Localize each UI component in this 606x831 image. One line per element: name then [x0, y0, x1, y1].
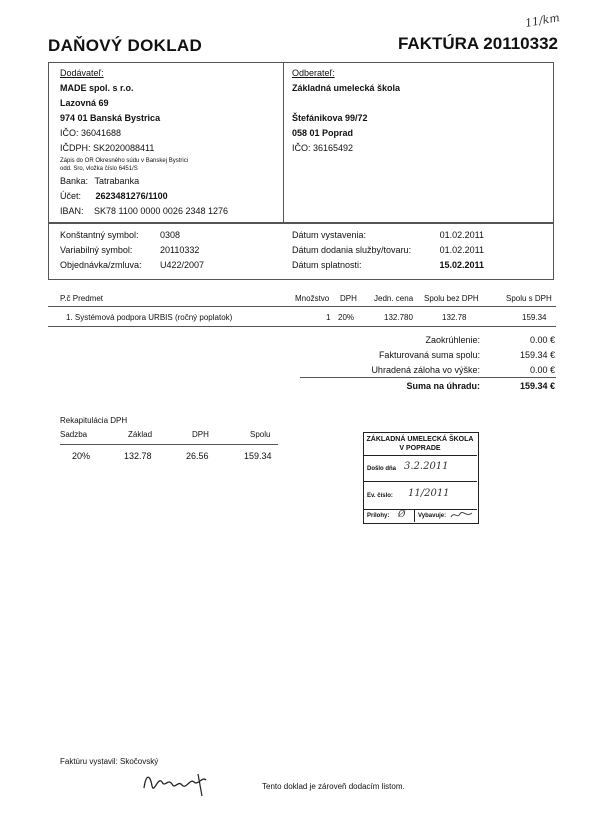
supplier-label: Dodávateľ: [60, 68, 104, 78]
amount-due-row [300, 379, 555, 394]
customer-name: Základná umelecká škola [292, 83, 401, 93]
stamp-attachments-value: Ø [398, 510, 406, 520]
invoiced-label: Fakturovaná suma spolu: [378, 350, 480, 360]
customer-ico: IČO: 36165492 [292, 143, 354, 153]
stamp-attachments-label: Prílohy: [367, 513, 390, 519]
col-total-excl-vat: Spolu bez DPH [424, 294, 479, 303]
vat-total: 159.34 [244, 451, 272, 461]
supplier-register-note [60, 157, 280, 173]
due-date-label: Dátum splatnosti: [292, 260, 362, 270]
vat-col-rate: Sadzba [60, 430, 88, 439]
item-description: 1. Systémová podpora URBIS (ročný poplatok) [66, 313, 233, 322]
vat-recap-row [60, 449, 276, 463]
col-unit-price: Jedn. cena [374, 294, 414, 303]
vat-recap-title: Rekapitulácia DPH [60, 416, 128, 425]
stamp-title-line-1: ZÁKLADNÁ UMELECKÁ ŠKOLA [366, 436, 474, 443]
iban-value: SK78 1100 0000 0026 2348 1276 [94, 206, 228, 216]
totals-rule [300, 377, 556, 378]
stamp-title [364, 435, 476, 453]
vat-recap-header [60, 430, 276, 442]
issuer-signature [140, 768, 210, 798]
stamp-received-date: 3.2.2011 [404, 461, 449, 472]
amount-due-value: 159.34 € [519, 381, 555, 391]
supplier-ico: IČO: 36041688 [60, 128, 122, 138]
symbols-section [60, 228, 280, 273]
amount-due-label: Suma na úhradu: [406, 381, 480, 391]
document-title: DAŇOVÝ DOKLAD [48, 36, 203, 55]
const-symbol-label: Konštantný symbol: [60, 230, 139, 240]
col-quantity: Množstvo [295, 294, 330, 303]
items-header-rule [48, 306, 556, 307]
customer-city: 058 01 Poprad [292, 128, 354, 138]
supplier-city: 974 01 Banská Bystrica [60, 113, 161, 123]
stamp-title-line-2: V POPRADE [399, 445, 441, 452]
vat-amount: 26.56 [186, 451, 209, 461]
item-quantity: 1 [326, 313, 331, 322]
iban-label: IBAN: [60, 206, 84, 216]
invoice-number-title: FAKTÚRA 20110332 [397, 34, 558, 53]
rounding-label: Zaokrúhlenie: [425, 335, 480, 345]
var-symbol-label: Variabilný symbol: [60, 245, 133, 255]
dates-section [292, 228, 492, 273]
handwritten-corner-note: 11/km [524, 11, 561, 30]
register-line-2: odd. Sro, vložka číslo 6451/S [60, 166, 138, 172]
vat-recap-rule [60, 444, 278, 445]
issued-by: Faktúru vystavil: Skočovský [60, 757, 159, 766]
delivery-date-label: Dátum dodania služby/tovaru: [292, 245, 412, 255]
issue-date-label: Dátum vystavenia: [292, 230, 367, 240]
account-label: Účet: [60, 191, 82, 201]
item-total-incl: 159.34 [522, 313, 547, 322]
stamp-ev-label: Ev. číslo: [367, 493, 393, 499]
const-symbol-value: 0308 [160, 230, 181, 240]
customer-section [292, 66, 542, 156]
issue-date-value: 01.02.2011 [439, 230, 484, 240]
col-vat: DPH [340, 294, 357, 303]
stamp-rule-1 [364, 455, 477, 456]
item-vat: 20% [338, 313, 355, 322]
vat-base: 132.78 [124, 451, 152, 461]
due-date-value: 15.02.2011 [439, 260, 484, 270]
items-bottom-rule [48, 326, 556, 327]
items-header [48, 294, 556, 306]
delivery-note: Tento doklad je zároveň dodacím listom. [262, 782, 405, 791]
totals-section [300, 333, 555, 378]
vat-col-total: Spolu [250, 430, 271, 439]
customer-street: Štefánikova 99/72 [292, 113, 368, 123]
delivery-date-value: 01.02.2011 [439, 245, 484, 255]
stamp-ev-value: 11/2011 [408, 488, 450, 499]
supplier-icdph: IČDPH: SK2020088411 [60, 143, 155, 153]
item-total-excl: 132.78 [442, 313, 467, 322]
item-unit-price: 132.780 [384, 313, 413, 322]
stamp-rule-2 [364, 481, 477, 482]
stamp-received-label: Došlo dňa [367, 466, 397, 472]
register-line-1: Zápis do OR Okresného súdu v Banskej Bystrici [60, 158, 189, 164]
vat-col-base: Základ [128, 430, 153, 439]
order-label: Objednávka/zmluva: [60, 260, 142, 270]
stamp-handled-signature [450, 510, 474, 520]
var-symbol-value: 20110332 [160, 245, 200, 255]
vat-rate: 20% [72, 451, 91, 461]
stamp-rule-vertical [414, 509, 415, 522]
bank-value: Tatrabanka [94, 176, 140, 186]
order-value: U422/2007 [160, 260, 205, 270]
advance-label: Uhradená záloha vo výške: [371, 365, 480, 375]
stamp-handled-label: Vybavuje: [418, 513, 447, 519]
col-total-incl-vat: Spolu s DPH [506, 294, 552, 303]
invoiced-value: 159.34 € [519, 350, 555, 360]
account-value: 2623481276/1100 [95, 191, 168, 201]
customer-label: Odberateľ: [292, 68, 335, 78]
bank-label: Banka: [60, 176, 89, 186]
advance-value: 0.00 € [529, 365, 555, 375]
supplier-name: MADE spol. s r.o. [60, 83, 134, 93]
rounding-value: 0.00 € [529, 335, 555, 345]
supplier-street: Lazovná 69 [60, 98, 109, 108]
vat-col-vat: DPH [192, 430, 209, 439]
bank-info [60, 174, 290, 219]
supplier-section [60, 66, 280, 156]
col-item: P.č Predmet [60, 294, 103, 303]
table-row [48, 313, 556, 325]
